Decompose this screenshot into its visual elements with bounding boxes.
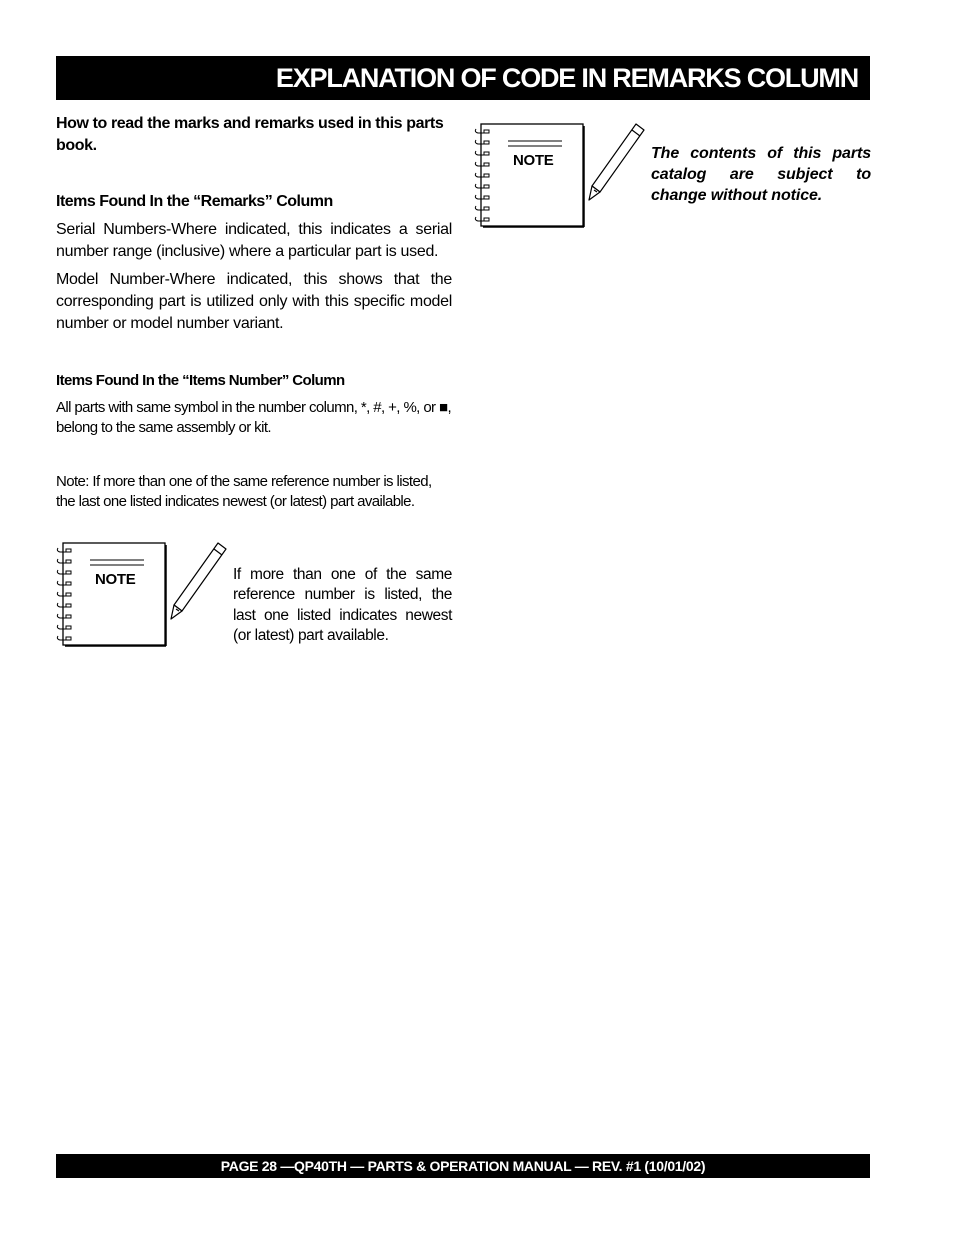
- intro-text: How to read the marks and remarks used in this parts book.: [56, 115, 444, 154]
- items-number-heading: Items Found In the “Items Number” Column: [56, 372, 345, 389]
- serial-numbers-text: Serial Numbers-Where indicated, this indicates a serial number range (inclusive) where a particular part is used.: [56, 221, 452, 260]
- model-number-text: Model Number-Where indicated, this shows that the corresponding part is utilized only with this specific model number or model number variant.: [56, 271, 452, 332]
- remarks-heading: Items Found In the “Remarks” Column: [56, 193, 333, 210]
- reference-note-text: Note: If more than one of the same reference number is listed, the last one listed indicates newest (or latest) part available.: [56, 473, 432, 510]
- catalog-change-note: The contents of this parts catalog are subject to change without notice.: [651, 145, 871, 204]
- footer-bar: [56, 1154, 870, 1178]
- reference-number-note: If more than one of the same reference number is listed, the last one listed indicates newest (or latest) part available.: [233, 565, 452, 644]
- note-label: NOTE: [95, 571, 136, 588]
- page-footer: PAGE 28 —QP40TH — PARTS & OPERATION MANUAL — REV. #1 (10/01/02): [220, 1158, 706, 1174]
- pencil-icon: [586, 120, 648, 204]
- title-bar: [56, 56, 870, 100]
- note-notebook-icon: [474, 122, 586, 230]
- note-label: NOTE: [513, 152, 554, 169]
- note-notebook-icon: [56, 541, 168, 649]
- pencil-icon: [168, 539, 230, 623]
- items-symbol-text: All parts with same symbol in the number column, *, #, +, %, or ■, belong to the same assembly or kit.: [56, 399, 452, 436]
- page-title: EXPLANATION OF CODE IN REMARKS COLUMN: [275, 63, 858, 93]
